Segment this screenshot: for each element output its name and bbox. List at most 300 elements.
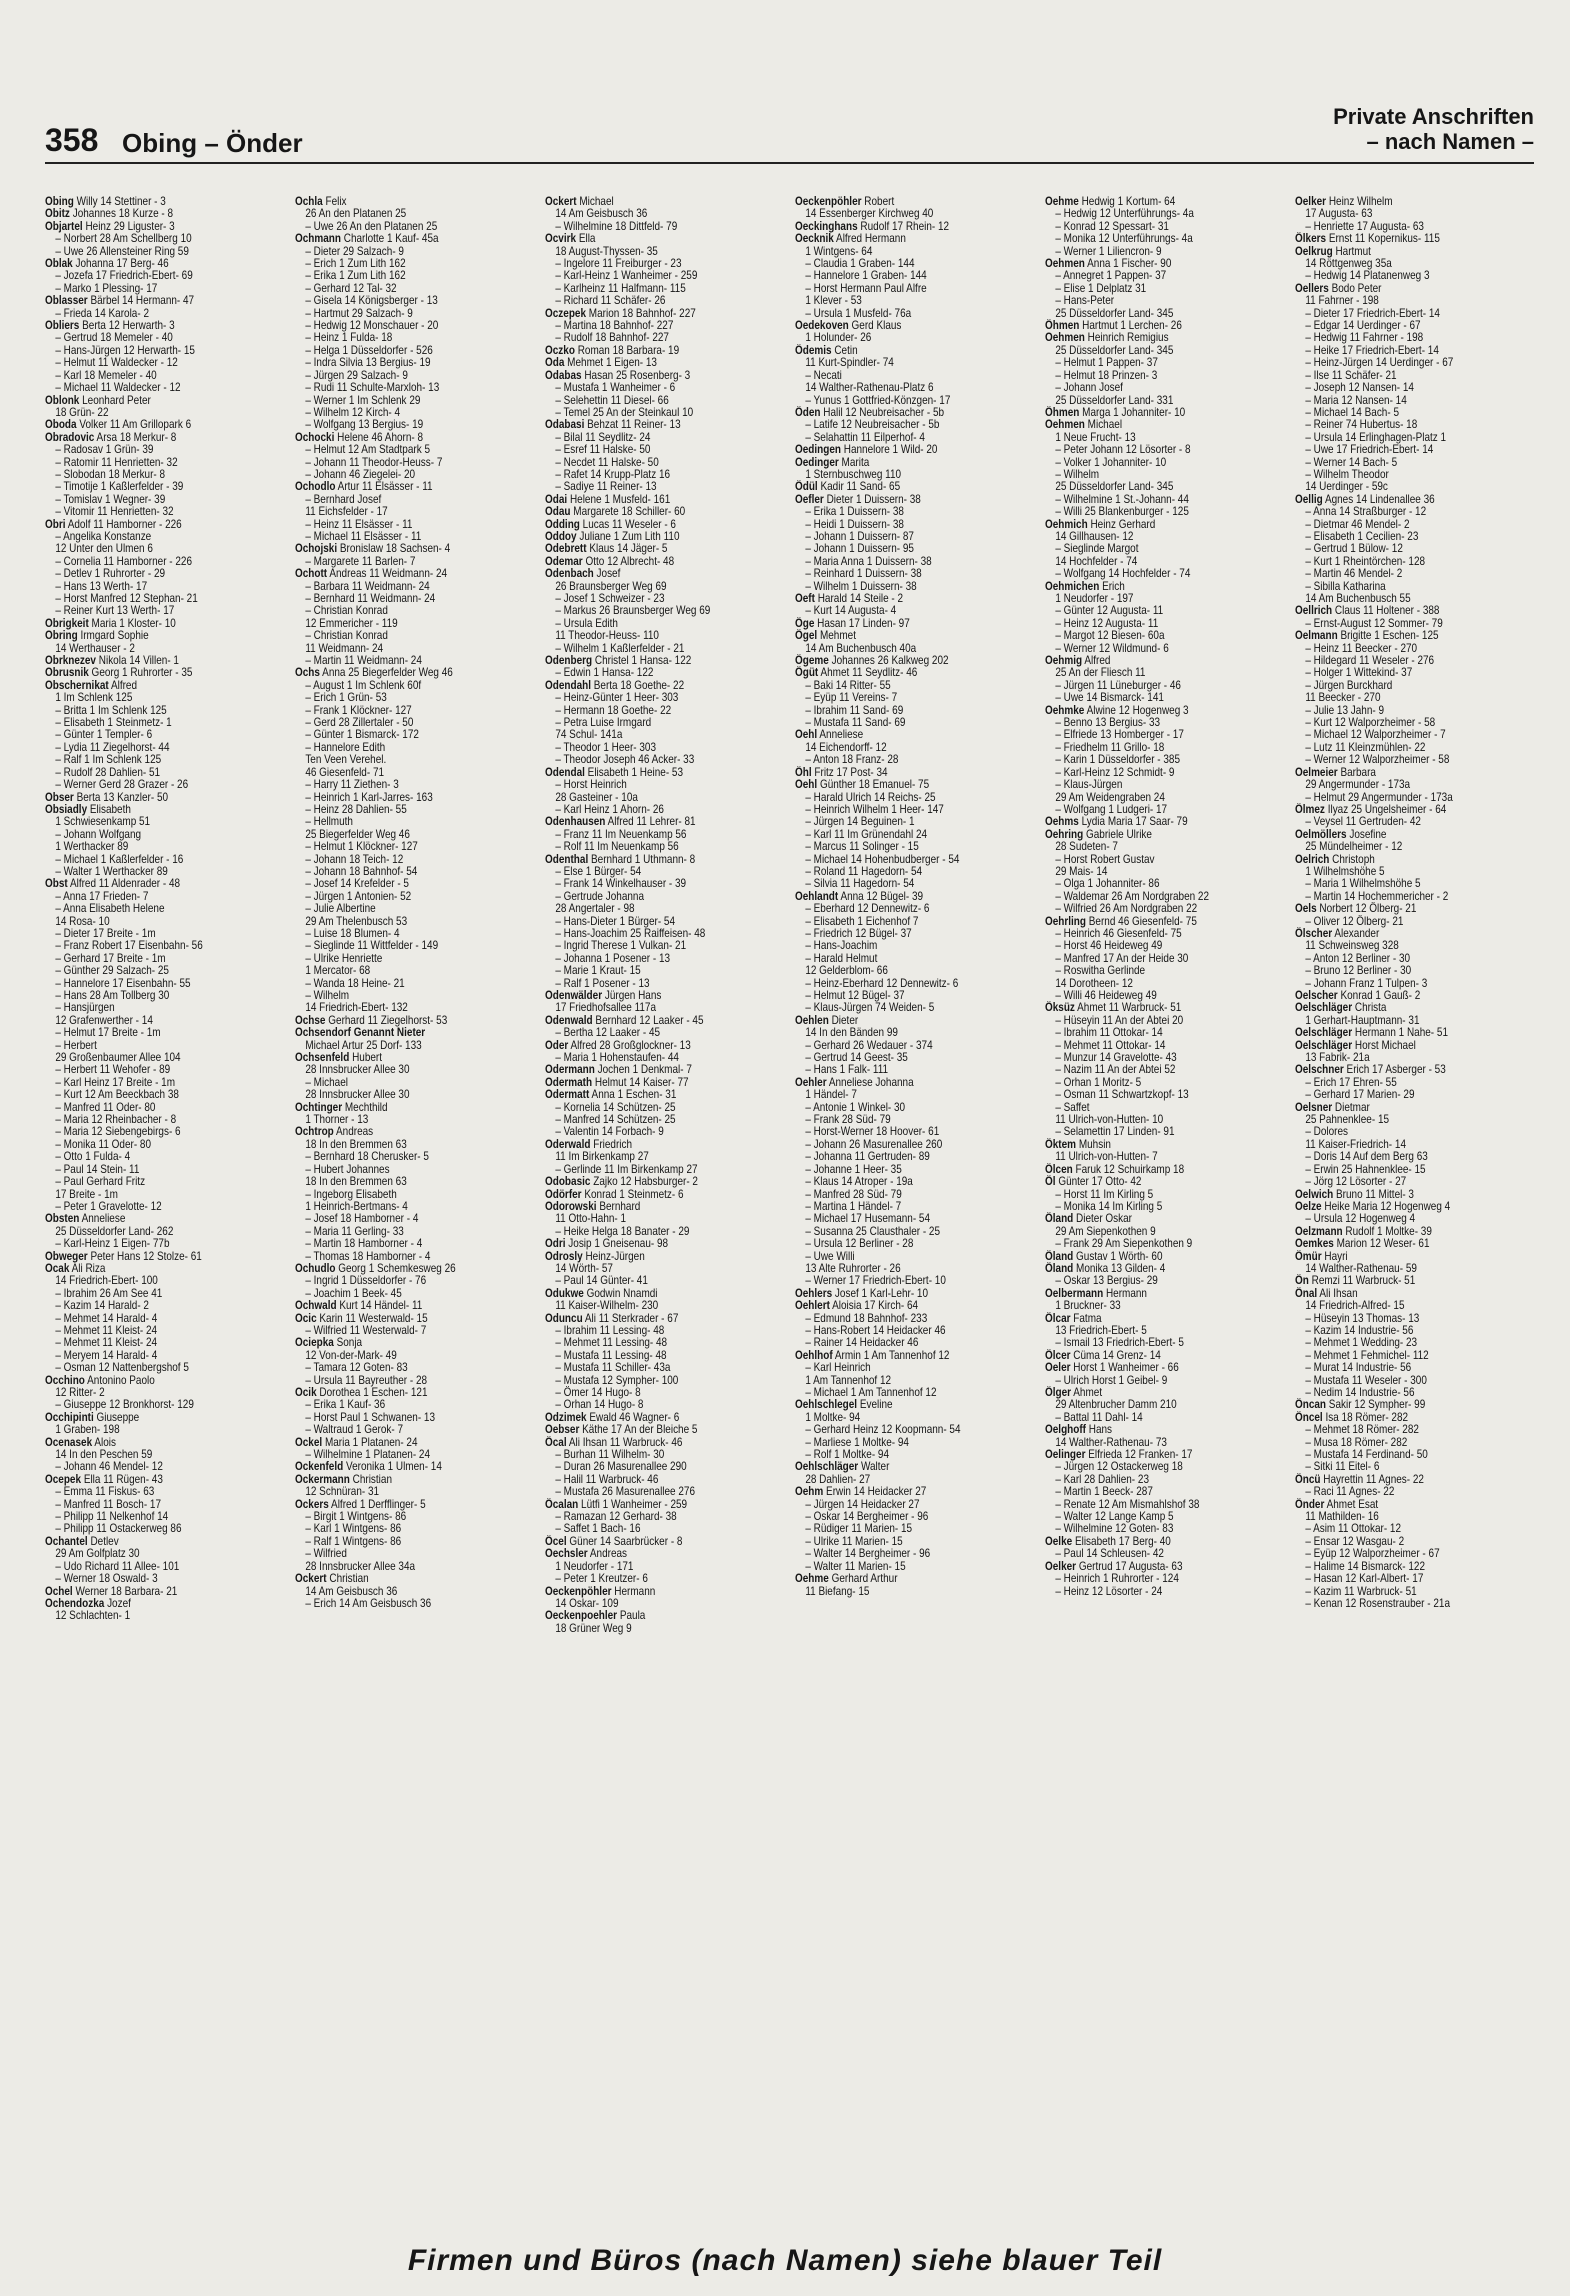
entry-details: Bernhard 1 Uthmann- 8 — [590, 852, 696, 866]
entry-surname: Ochojski — [295, 542, 338, 556]
entry-details: – August 1 Im Schlenk 60f — [305, 678, 422, 692]
entry-details: – Hans-Joachim — [805, 939, 878, 953]
entry-details: – Ernst-August 12 Sommer- 79 — [1305, 616, 1443, 630]
entry-details: – Michael 11 Elsässer - 11 — [305, 529, 422, 543]
entry-details: – Johanna 1 Posener - 13 — [555, 951, 671, 965]
entry-details: – Jürgen 29 Salzach- 9 — [305, 368, 408, 382]
entry-surname: Ochtinger — [295, 1100, 343, 1114]
entry-surname: Oehlers — [795, 1286, 833, 1300]
entry-details: – Hubert Johannes — [305, 1162, 390, 1176]
entry-details: – Helmut 17 Breite - 1m — [55, 1026, 161, 1040]
entry-details: – Hans 28 Am Tollberg 30 — [55, 989, 170, 1002]
entry-details: – Renate 12 Am Mismahlshof 38 — [1055, 1497, 1200, 1511]
entry-details: 11 Kaiser-Wilhelm- 230 — [555, 1299, 659, 1313]
entry-details: – Wilhelmine 12 Goten- 83 — [1055, 1522, 1174, 1536]
entry-details: Friedrich — [593, 1137, 633, 1151]
entry-surname: Odukwe — [545, 1286, 584, 1300]
entry-details: – Claudia 1 Graben- 144 — [805, 257, 915, 271]
entry-details: – Karl-Heinz 1 Wanheimer - 259 — [555, 269, 698, 283]
entry-details: – Rolf 11 Im Neuenkamp 56 — [555, 840, 679, 854]
entry-details: – Hartmut 29 Salzach- 9 — [305, 306, 413, 320]
entry-details: – Wolfgang 1 Ludgeri- 17 — [1055, 802, 1168, 816]
entry-details: – Selahattin 11 Eilperhof- 4 — [805, 430, 925, 444]
entry-surname: Occhino — [45, 1373, 85, 1387]
entry-surname: Oda — [545, 356, 565, 370]
entry-details: – Mehmet 1 Wedding- 23 — [1305, 1336, 1418, 1350]
entry-details: Anneliese — [819, 728, 864, 742]
entry-details: – Maria 1 Wilhelmshöhe 5 — [1305, 877, 1421, 891]
entry-details: 14 Wörth- 57 — [555, 1261, 613, 1275]
entry-details: 11 Schweinsweg 328 — [1305, 939, 1399, 953]
entry-details: Charlotte 1 Kauf- 45a — [343, 232, 439, 246]
entry-details: Lydia Maria 17 Saar- 79 — [1081, 815, 1188, 829]
entry-details: – Johann 1 Duissern- 87 — [805, 529, 914, 543]
entry-details: – Orhan 14 Hugo- 8 — [555, 1398, 644, 1412]
entry-surname: Ochodlo — [295, 480, 336, 494]
entry-details: Gerd Klaus — [851, 319, 902, 333]
entry-details: – Radosav 1 Grün- 39 — [55, 443, 154, 457]
entry-surname: Odai — [545, 492, 568, 506]
entry-details: Willy 14 Stettiner - 3 — [76, 196, 166, 208]
entry-details: Anna 1 Fischer- 90 — [1087, 257, 1172, 271]
entry-details: Jürgen Hans — [604, 989, 662, 1002]
entry-details: – Julie 13 Jahn- 9 — [1305, 703, 1385, 717]
entry-details: – Kurt 14 Augusta- 4 — [805, 604, 897, 618]
entry-details: – Tomislav 1 Wegner- 39 — [55, 492, 166, 506]
entry-details: – Orhan 1 Moritz- 5 — [1055, 1075, 1142, 1089]
entry-surname: Ociepka — [295, 1336, 334, 1350]
entry-details: Maria 1 Kloster- 10 — [91, 616, 176, 630]
entry-details: – Reiner Kurt 13 Werth- 17 — [55, 604, 175, 618]
section-title — [1333, 104, 1534, 154]
entry-details: – Jürgen 14 Heidacker 27 — [805, 1497, 920, 1511]
entry-details: – Werner 12 Wildmund- 6 — [1055, 641, 1169, 655]
entry-details: 1 Sternbuschweg 110 — [805, 467, 902, 481]
entry-details: Hayrettin 11 Agnes- 22 — [1323, 1472, 1424, 1486]
entry-details: – Ibrahim 26 Am See 41 — [55, 1286, 163, 1300]
entry-details: – Konrad 12 Spessart- 31 — [1055, 219, 1169, 233]
entry-details: Andreas — [336, 1125, 374, 1139]
entry-details: 14 In den Peschen 59 — [55, 1448, 153, 1462]
entry-surname: Oelschläger — [1295, 1038, 1353, 1052]
entry-details: – Hans-Jürgen 12 Herwarth- 15 — [55, 343, 195, 357]
entry-details: Bodo Peter — [1331, 281, 1382, 295]
entry-details: Ali 11 Sterkrader - 67 — [584, 1311, 679, 1325]
entry-surname: Oblonk — [45, 393, 80, 407]
entry-surname: Ögel — [795, 629, 818, 643]
page-range-title: Obing – Önder — [122, 128, 303, 158]
entry-details: – Heinrich Wilhelm 1 Heer- 147 — [805, 802, 944, 816]
directory-column-3 — [545, 196, 785, 2226]
entry-details: – Gertrud 14 Geest- 35 — [805, 1051, 908, 1065]
entry-details: – Ilse 11 Schäfer- 21 — [1305, 368, 1397, 382]
entry-details: – Ralf 1 Posener - 13 — [555, 976, 650, 990]
entry-details: – Ursula 1 Musfeld- 76a — [805, 306, 912, 320]
entry-details: – Harald Helmut — [805, 951, 878, 965]
entry-details: Alfred 11 Lehrer- 81 — [607, 815, 696, 829]
entry-details: – Michael 17 Husemann- 54 — [805, 1212, 931, 1226]
entry-details: – Erich 1 Zum Lith 162 — [305, 257, 406, 271]
entry-details: – Erika 1 Kauf- 36 — [305, 1398, 386, 1412]
entry-details: – Bernhard 11 Weidmann- 24 — [305, 592, 436, 605]
entry-details: – Peter 1 Gravelotte- 12 — [55, 1199, 162, 1213]
entry-details: Alfred — [1084, 654, 1111, 668]
entry-surname: Obsten — [45, 1212, 80, 1226]
entry-surname: Odenwälder — [545, 989, 603, 1002]
entry-details: – Erika 1 Zum Lith 162 — [305, 269, 406, 283]
entry-details: Hermann — [1105, 1286, 1147, 1300]
entry-details: – Roland 11 Hagedorn- 54 — [805, 864, 923, 878]
entry-details: 29 Altenbrucher Damm 210 — [1055, 1398, 1177, 1412]
entry-details: – Uwe 26 Allensteiner Ring 59 — [55, 244, 189, 258]
entry-details: – Elfriede 13 Homberger - 17 — [1055, 728, 1184, 742]
entry-details: – Helmut 12 Bügel- 37 — [805, 989, 905, 1002]
entry-details: – Ingeborg Elisabeth — [305, 1187, 397, 1201]
entry-details: – Hans 13 Werth- 17 — [55, 579, 148, 593]
entry-details: Ella — [578, 232, 596, 246]
entry-details: 1 Moltke- 94 — [805, 1410, 861, 1424]
entry-details: – Kazim 14 Harald- 2 — [55, 1299, 149, 1313]
entry-details: Alfred 1 Derfflinger- 5 — [331, 1497, 426, 1511]
entry-details: – Werner 17 Friedrich-Ebert- 10 — [805, 1274, 946, 1288]
entry-details: Alois — [94, 1435, 116, 1449]
entry-details: 11 Beecker - 270 — [1305, 691, 1381, 705]
entry-surname: Odri — [545, 1237, 566, 1251]
entry-details: – Annegret 1 Pappen- 37 — [1055, 269, 1167, 283]
entry-details: Walter — [860, 1460, 890, 1474]
entry-surname: Obrigkeit — [45, 616, 89, 630]
entry-surname: Oelker — [1045, 1559, 1077, 1573]
entry-details: – Gerhard 26 Wedauer - 374 — [805, 1038, 933, 1052]
entry-details: – Musa 18 Römer- 282 — [1305, 1435, 1408, 1449]
entry-details: 1 Thorner - 13 — [305, 1113, 369, 1127]
entry-details: Anna 1 Eschen- 31 — [591, 1088, 677, 1102]
entry-details: – Olga 1 Johanniter- 86 — [1055, 877, 1160, 891]
entry-surname: Oehl — [795, 728, 818, 742]
entry-details: – Kenan 12 Rosenstrauber - 21a — [1305, 1596, 1451, 1610]
entry-details: – Ismail 13 Friedrich-Ebert- 5 — [1055, 1336, 1184, 1350]
entry-details: – Volker 1 Johanniter- 10 — [1055, 455, 1167, 469]
entry-details: – Indra Silvia 13 Bergius- 19 — [305, 356, 431, 370]
entry-details: Josef — [596, 567, 621, 581]
entry-details: – Monika 14 Im Kirling 5 — [1055, 1199, 1163, 1213]
entry-details: Dieter Oskar — [1076, 1212, 1133, 1226]
entry-details: 14 Dorotheen- 12 — [1055, 976, 1133, 990]
entry-details: 25 Düsseldorfer Land- 345 — [1055, 480, 1174, 494]
entry-surname: Oellers — [1295, 281, 1329, 295]
entry-details: – Johann 1 Duissern- 95 — [805, 542, 914, 556]
entry-details: – Marko 1 Plessing- 17 — [55, 281, 158, 295]
entry-details: – Walter 11 Marien- 15 — [805, 1559, 906, 1573]
entry-details: – Harry 11 Ziethen- 3 — [305, 778, 399, 792]
entry-details: 29 Großenbaumer Allee 104 — [55, 1051, 181, 1065]
entry-details: – Osman 11 Schwartzkopf- 13 — [1055, 1088, 1189, 1102]
entry-details: – Frieda 14 Karola- 2 — [55, 306, 149, 320]
entry-details: Leonhard Peter — [82, 393, 151, 407]
entry-details: Cetin — [834, 343, 858, 357]
entry-details: 14 Friedrich-Alfred- 15 — [1305, 1299, 1405, 1313]
entry-surname: Oefler — [795, 492, 824, 506]
entry-details: – Michael 1 Kaßlerfelder - 16 — [55, 852, 184, 866]
entry-surname: Oeckenpöhler — [545, 1584, 612, 1598]
entry-surname: Odendahl — [545, 678, 591, 692]
entry-details: Dieter 1 Duissern- 38 — [826, 492, 921, 506]
entry-details: – Veysel 11 Gertruden- 42 — [1305, 815, 1421, 829]
entry-details: – Mustafa 11 Lessing- 48 — [555, 1348, 667, 1362]
entry-details: Günther 18 Emanuel- 75 — [819, 778, 930, 792]
entry-details: – Oliver 12 Ölberg- 21 — [1305, 914, 1404, 928]
directory-entry — [1295, 1598, 1501, 1610]
entry-details: – Rudi 11 Schulte-Marxloh- 13 — [305, 381, 440, 395]
entry-details: 29 Angermunder - 173a — [1305, 778, 1411, 792]
entry-details: Hubert — [352, 1051, 383, 1065]
entry-details: Christian — [329, 1572, 369, 1586]
entry-details: – Heinz 12 Lösorter - 24 — [1055, 1584, 1163, 1598]
entry-details: – Karin 1 Düsseldorfer - 385 — [1055, 753, 1181, 767]
entry-surname: Odrosly — [545, 1249, 583, 1263]
entry-details: – Rolf 1 Moltke- 94 — [805, 1448, 890, 1462]
entry-details: – Ralf 1 Wintgens- 86 — [305, 1534, 402, 1548]
entry-details: Heinz 29 Liguster- 3 — [85, 219, 175, 233]
entry-surname: Oehmich — [1045, 517, 1088, 531]
entry-surname: Ön — [1295, 1274, 1309, 1288]
entry-details: – Theodor 1 Heer- 303 — [555, 740, 657, 754]
entry-details: – Hansjürgen — [55, 1001, 115, 1015]
entry-details: – Gerhard 17 Marien- 29 — [1305, 1088, 1415, 1102]
directory-entry — [545, 1623, 751, 1635]
entry-details: – Rainer 14 Heidacker 46 — [805, 1336, 919, 1350]
entry-details: – Bilal 11 Seydlitz- 24 — [555, 430, 651, 444]
entry-details: – Paul 14 Günter- 41 — [555, 1274, 648, 1288]
entry-details: – Dieter 17 Friedrich-Ebert- 14 — [1305, 306, 1440, 320]
entry-details: 14 Gillhausen- 12 — [1055, 529, 1134, 543]
entry-details: – Ramazan 12 Gerhard- 38 — [555, 1510, 677, 1524]
entry-details: – Lydia 11 Ziegelhorst- 44 — [55, 740, 170, 754]
entry-details: 1 Mercator- 68 — [305, 964, 371, 978]
entry-details: – Manfred 11 Oder- 80 — [55, 1100, 156, 1114]
entry-details: – Monika 12 Unterführungs- 4a — [1055, 232, 1193, 246]
entry-details: 1 Neue Frucht- 13 — [1055, 430, 1136, 444]
entry-details: 28 Dahlien- 27 — [805, 1472, 871, 1486]
entry-surname: Oeckinghans — [795, 219, 858, 233]
entry-details: 13 Fabrik- 21a — [1305, 1051, 1370, 1065]
entry-details: Mechthild — [344, 1100, 388, 1114]
entry-details: – Jürgen Burckhard — [1305, 678, 1393, 692]
entry-details: – Manfred 11 Bosch- 17 — [55, 1497, 162, 1511]
entry-surname: Oelschläger — [1295, 1026, 1353, 1040]
entry-details: – Martina 18 Bahnhof- 227 — [555, 319, 674, 333]
entry-details: – Karl Heinz 17 Breite - 1m — [55, 1075, 176, 1089]
entry-details: 1 Gerhart-Hauptmann- 31 — [1305, 1013, 1420, 1027]
entry-details: – Ibrahim 11 Sand- 69 — [805, 703, 904, 717]
entry-surname: Objartel — [45, 219, 83, 233]
entry-details: Artur 11 Elsässer - 11 — [337, 480, 433, 494]
entry-details: – Gerhard 17 Breite - 1m — [55, 951, 166, 965]
entry-details: – Ingrid 1 Düsseldorfer - 76 — [305, 1274, 427, 1288]
entry-details: – Lutz 11 Kleinzmühlen- 22 — [1305, 740, 1426, 754]
entry-details: Otto 12 Albrecht- 48 — [585, 554, 675, 568]
entry-surname: Ochtrop — [295, 1125, 334, 1139]
entry-details: – Hedwig 14 Platanenweg 3 — [1305, 269, 1430, 283]
entry-surname: Oehlhof — [795, 1348, 833, 1362]
entry-surname: Oelmeier — [1295, 765, 1338, 779]
entry-details: – Hans-Dieter 1 Bürger- 54 — [555, 914, 676, 928]
entry-details: – Anna Elisabeth Helene — [55, 902, 165, 916]
entry-details: – Helmut 29 Angermunder - 173a — [1305, 790, 1453, 804]
entry-details: – Paul 14 Stein- 11 — [55, 1162, 140, 1176]
entry-details: – Peter Johann 12 Lösorter - 8 — [1055, 443, 1191, 457]
entry-details: – Werner 18 Oswald- 3 — [55, 1572, 158, 1586]
entry-details: – Necdet 11 Halske- 50 — [555, 455, 659, 469]
entry-details: Nikola 14 Villen- 1 — [98, 654, 179, 668]
entry-details: – Walter 1 Werthacker 89 — [55, 864, 168, 878]
entry-details: 28 Angertaler - 98 — [555, 902, 635, 916]
entry-details: – Mustafa 11 Schiller- 43a — [555, 1361, 671, 1375]
entry-details: – Michael — [305, 1075, 348, 1089]
entry-details: – Herbert 11 Wehofer - 89 — [55, 1063, 171, 1077]
entry-surname: Öhl — [795, 765, 812, 779]
entry-surname: Önder — [1295, 1497, 1325, 1511]
entry-details: Heinz Gerhard — [1090, 517, 1156, 531]
entry-details: – Margot 12 Biesen- 60a — [1055, 629, 1165, 643]
entry-details: – Anna 17 Frieden- 7 — [55, 889, 149, 903]
entry-surname: Odendal — [545, 765, 585, 779]
entry-details: Helene 46 Ahorn- 8 — [337, 430, 424, 444]
entry-details: – Anton 18 Franz- 28 — [805, 753, 899, 767]
entry-details: 12 Unter den Ulmen 6 — [55, 542, 153, 556]
entry-details: – Monika 11 Oder- 80 — [55, 1137, 152, 1151]
entry-details: 11 Ulrich-von-Hutten- 7 — [1055, 1150, 1158, 1164]
entry-details: – Ensar 12 Wasgau- 2 — [1305, 1534, 1405, 1548]
entry-details: – Heinz 12 Augusta- 11 — [1055, 616, 1159, 630]
entry-details: – Giuseppe 12 Bronkhorst- 129 — [55, 1398, 194, 1412]
entry-details: Dieter — [831, 1013, 859, 1027]
entry-surname: Öland — [1045, 1261, 1074, 1275]
entry-details: – Erwin 25 Hahnenklee- 15 — [1305, 1162, 1426, 1176]
entry-details: Mehmet 1 Eigen- 13 — [567, 356, 657, 370]
entry-details: 28 Innsbrucker Allee 34a — [305, 1559, 416, 1573]
entry-details: – Gertrud 1 Bülow- 12 — [1305, 542, 1403, 556]
entry-surname: Odorowski — [545, 1199, 597, 1213]
entry-details: – Werner 12 Walporzheimer - 58 — [1305, 753, 1450, 767]
entry-details: 11 Biefang- 15 — [805, 1584, 870, 1598]
entry-details: Ewald 46 Wagner- 6 — [589, 1410, 680, 1424]
entry-details: Claus 11 Holtener - 388 — [1334, 604, 1440, 618]
entry-surname: Öland — [1045, 1249, 1074, 1263]
entry-surname: Oelke — [1045, 1534, 1073, 1548]
entry-details: – Emma 11 Fiskus- 63 — [55, 1485, 155, 1499]
entry-details: – Josef 14 Krefelder - 5 — [305, 877, 409, 891]
entry-details: – Ibrahim 11 Ottokar- 14 — [1055, 1026, 1163, 1040]
entry-details: – Helmut 18 Prinzen- 3 — [1055, 368, 1158, 382]
entry-details: – Otto 1 Fulda- 4 — [55, 1150, 131, 1164]
entry-details: 25 An der Fliesch 11 — [1055, 666, 1146, 680]
entry-details: Alfred Hermann — [836, 232, 906, 246]
entry-details: Bernhard 12 Laaker - 45 — [595, 1013, 704, 1027]
entry-surname: Odabasi — [545, 418, 585, 432]
entry-surname: Odenberg — [545, 654, 593, 668]
entry-surname: Ochel — [45, 1584, 73, 1598]
entry-details: – Thomas 18 Hamborner - 4 — [305, 1249, 431, 1263]
entry-surname: Odenbach — [545, 567, 594, 581]
entry-details: Erich 17 Asberger - 53 — [1346, 1063, 1446, 1077]
entry-details: – Baki 14 Ritter- 55 — [805, 678, 891, 692]
footer-note: Firmen und Büros (nach Namen) siehe blauer Teil — [407, 2244, 1163, 2277]
entry-surname: Obweger — [45, 1249, 88, 1263]
entry-details: – Martin 14 Hochemmericher - 2 — [1305, 889, 1449, 903]
entry-details: – Raci 11 Agnes- 22 — [1305, 1485, 1395, 1499]
entry-details: Hans — [1088, 1423, 1113, 1437]
entry-details: – Roswitha Gerlinde — [1055, 964, 1146, 978]
entry-details: 14 Hochfelder - 74 — [1055, 554, 1138, 568]
entry-details: Hedwig 1 Kortum- 64 — [1081, 196, 1176, 208]
entry-details: – Herbert — [55, 1038, 97, 1052]
entry-details: Godwin Nnamdi — [586, 1286, 658, 1300]
entry-details: Bruno 11 Mittel- 3 — [1336, 1187, 1414, 1201]
entry-surname: Oeft — [795, 592, 815, 605]
entry-details: – Heidi 1 Duissern- 38 — [805, 517, 904, 531]
entry-surname: Oeler — [1045, 1361, 1071, 1375]
directory-entry — [795, 1586, 1001, 1598]
entry-details: Volker 11 Am Grillopark 6 — [79, 418, 192, 432]
entry-details: – Kurt 12 Walporzheimer - 58 — [1305, 716, 1436, 730]
entry-details: – Detlev 1 Ruhrorter - 29 — [55, 567, 166, 581]
entry-details: Fritz 17 Post- 34 — [814, 765, 888, 779]
entry-details: 14 Am Buchenbusch 40a — [805, 641, 917, 655]
entry-details: – Maria 11 Gerling- 33 — [305, 1224, 404, 1238]
entry-surname: Oderwald — [545, 1137, 591, 1151]
entry-details: – Horst Robert Gustav — [1055, 852, 1155, 866]
entry-surname: Ochocki — [295, 430, 335, 444]
entry-details: – Gerd 28 Zillertaler - 50 — [305, 716, 414, 730]
entry-details: 17 Breite - 1m — [55, 1187, 118, 1201]
entry-surname: Öktem — [1045, 1137, 1077, 1151]
entry-details: – Michael 14 Hohenbudberger - 54 — [805, 852, 960, 866]
entry-details: 11 Kaiser-Friedrich- 14 — [1305, 1137, 1406, 1151]
entry-details: 25 Mündelheimer - 12 — [1305, 840, 1403, 854]
entry-details: – Barbara 11 Weidmann- 24 — [305, 579, 430, 593]
entry-details: Anna 25 Biegerfelder Weg 46 — [322, 666, 453, 680]
entry-details: – Yunus 1 Gottfried-Könzgen- 17 — [805, 393, 951, 407]
entry-details: – Henriette 17 Augusta- 63 — [1305, 219, 1424, 233]
entry-surname: Ocvirk — [545, 232, 577, 246]
entry-surname: Oedingen — [795, 443, 841, 457]
entry-details: Rudolf 17 Rhein- 12 — [860, 219, 950, 233]
entry-surname: Oelbermann — [1045, 1286, 1104, 1300]
entry-details: – Hans-Peter — [1055, 294, 1115, 308]
section-title-line2: – nach Namen – — [1366, 129, 1534, 154]
entry-details: Rudolf 1 Moltke- 39 — [1345, 1224, 1432, 1238]
entry-details: – Ingrid Therese 1 Vulkan- 21 — [555, 939, 687, 953]
entry-surname: Oelmann — [1295, 629, 1338, 643]
entry-details: – Richard 11 Schäfer- 26 — [555, 294, 666, 308]
entry-details: – Willi 46 Heideweg 49 — [1055, 989, 1157, 1002]
entry-details: – Cornelia 11 Hamborner - 226 — [55, 554, 193, 568]
header-rule — [45, 162, 1534, 164]
entry-details: Bernhard — [599, 1199, 641, 1213]
entry-surname: Odemar — [545, 554, 583, 568]
entry-details: Bärbel 14 Hermann- 47 — [90, 294, 195, 308]
entry-surname: Ölcen — [1045, 1162, 1073, 1176]
entry-details: – Michael 14 Bach- 5 — [1305, 405, 1399, 419]
entry-details: – Ursula 11 Bayreuther - 28 — [305, 1373, 428, 1387]
entry-details: – Karl 18 Memeler - 40 — [55, 368, 157, 382]
entry-details: – Bernhard 18 Cherusker- 5 — [305, 1150, 429, 1164]
entry-details: Berta 13 Kanzler- 50 — [76, 790, 169, 804]
entry-details: 18 In den Bremmen 63 — [305, 1175, 407, 1189]
entry-surname: Öncü — [1295, 1472, 1321, 1486]
entry-details: – Karl-Heinz 12 Schmidt- 9 — [1055, 765, 1175, 779]
